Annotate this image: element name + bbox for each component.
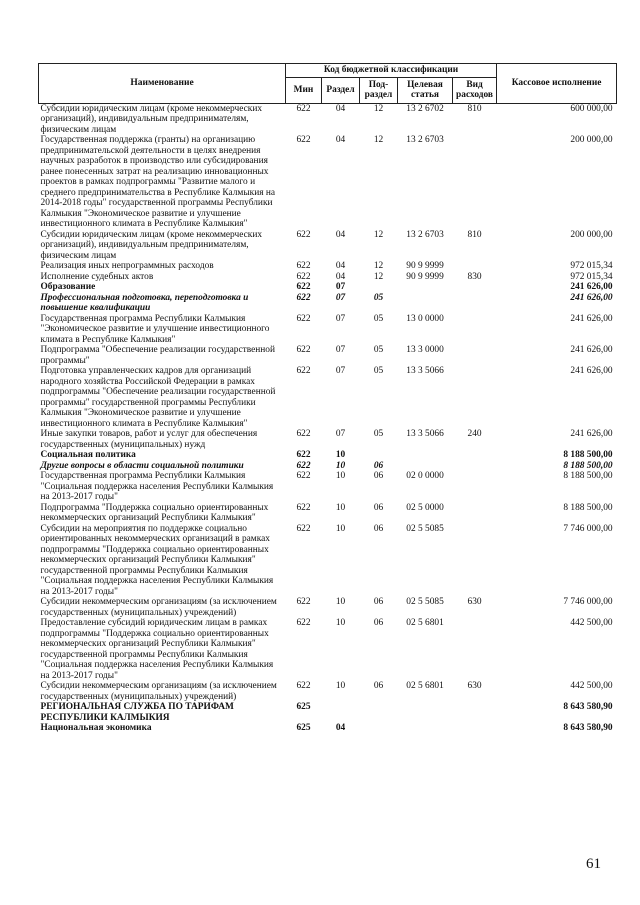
row-podrazdel: 12	[373, 229, 384, 240]
row-min: 622	[296, 618, 311, 628]
row-podrazdel: 05	[373, 429, 384, 439]
row-vid: 810	[467, 103, 482, 114]
row-vid: 810	[467, 229, 482, 240]
row-target: 02 5 5085	[406, 597, 444, 607]
row-podrazdel: 12	[373, 261, 384, 271]
row-min: 622	[296, 313, 311, 324]
table-row	[39, 702, 617, 723]
row-razdel: 07	[335, 345, 346, 355]
row-amount: 241 626,00	[570, 292, 613, 303]
row-amount: 200 000,00	[570, 135, 613, 145]
table-row	[39, 230, 617, 262]
row-min: 622	[296, 471, 311, 481]
table-header	[39, 64, 617, 104]
row-min: 622	[296, 681, 311, 691]
row-target: 02 5 6801	[406, 681, 444, 691]
row-amount: 7 746 000,00	[563, 597, 613, 607]
row-razdel: 10	[335, 597, 346, 607]
table-row	[39, 103, 617, 135]
row-razdel	[322, 702, 360, 723]
row-vid	[453, 524, 497, 598]
table-row	[39, 723, 617, 734]
row-target	[398, 282, 453, 293]
row-min: 622	[296, 345, 311, 355]
row-podrazdel: 12	[373, 271, 384, 282]
row-target: 13 3 5066	[406, 366, 444, 376]
row-vid	[453, 345, 497, 366]
row-min: 625	[296, 702, 311, 712]
row-vid	[453, 135, 497, 230]
row-razdel: 10	[335, 502, 346, 513]
row-amount: 241 626,00	[570, 313, 613, 324]
header-vid: Вид расходов	[453, 77, 497, 103]
row-podrazdel: 05	[373, 345, 384, 355]
row-min: 622	[296, 135, 311, 145]
row-razdel: 07	[335, 429, 346, 439]
row-name: Другие вопросы в области социальной политики	[40, 460, 244, 471]
row-vid	[453, 702, 497, 723]
row-target	[398, 723, 453, 734]
row-amount: 241 626,00	[570, 366, 613, 376]
row-podrazdel	[360, 723, 398, 734]
table-row	[39, 135, 617, 230]
row-razdel: 04	[335, 271, 346, 282]
row-target: 02 5 0000	[406, 502, 444, 513]
row-amount: 7 746 000,00	[563, 523, 613, 534]
row-podrazdel: 06	[373, 597, 384, 607]
row-podrazdel: 06	[373, 502, 384, 513]
row-name: Субсидии некоммерческим организациям (за исключением государственных (муниципальных) учреждений)	[40, 681, 277, 702]
header-code-group: Код бюджетной классификации	[286, 64, 497, 78]
row-min: 622	[296, 429, 311, 439]
row-name: Субсидии некоммерческим организациям (за исключением государственных (муниципальных) учреждений)	[40, 597, 277, 618]
row-vid	[453, 503, 497, 524]
row-amount: 241 626,00	[570, 282, 613, 292]
table-row	[39, 366, 617, 429]
row-podrazdel: 06	[373, 681, 384, 691]
row-vid	[453, 723, 497, 734]
row-razdel: 04	[335, 103, 346, 114]
row-amount: 241 626,00	[570, 345, 613, 355]
row-name: Образование	[40, 282, 96, 292]
row-name: Исполнение судебных актов	[40, 271, 154, 282]
row-vid	[453, 314, 497, 346]
row-amount: 200 000,00	[570, 229, 613, 240]
row-amount: 241 626,00	[570, 429, 613, 439]
row-razdel: 07	[335, 366, 346, 376]
row-razdel: 04	[335, 135, 346, 145]
row-podrazdel: 06	[373, 618, 384, 628]
row-target: 13 0 0000	[406, 313, 444, 324]
row-min: 622	[296, 292, 311, 303]
row-name: Социальная политика	[40, 450, 136, 460]
row-podrazdel: 12	[373, 103, 384, 114]
row-min: 622	[296, 103, 311, 114]
row-name: Государственная поддержка (гранты) на организацию предпринимательской деятельности в целях внедрения научных разработок в производство или субсидирования ранее понесенных затрат на реализацию инновационных проектов в рамках подпрограммы "Развитие малого и среднего предпринимательства в Республике Калмыкия на 2014-2018 годы" государственной программы Республики Калмыкия "Экономическое развитие и улучшение инвестиционного климата в Республике Калмыкия"	[40, 135, 276, 229]
row-amount: 442 500,00	[570, 681, 613, 691]
table-row	[39, 461, 617, 472]
row-vid: 630	[467, 597, 482, 607]
row-name: Иные закупки товаров, работ и услуг для обеспечения государственных (муниципальных) нужд	[40, 429, 258, 450]
row-target: 13 2 6702	[406, 103, 444, 114]
header-target: Целевая статья	[398, 77, 453, 103]
row-target: 90 9 9999	[406, 271, 444, 282]
table-row	[39, 429, 617, 450]
row-vid	[453, 366, 497, 429]
row-razdel: 04	[335, 229, 346, 240]
header-razdel: Раздел	[322, 77, 360, 103]
row-razdel: 07	[335, 282, 346, 292]
row-amount: 8 643 580,90	[563, 702, 613, 712]
header-total: Кассовое исполнение	[497, 64, 617, 104]
row-vid	[453, 282, 497, 293]
row-razdel: 04	[335, 723, 346, 733]
table-body	[39, 103, 617, 734]
header-name: Наименование	[39, 64, 286, 104]
row-podrazdel	[360, 282, 398, 293]
row-vid	[453, 618, 497, 681]
row-name: Национальная экономика	[40, 723, 152, 733]
row-min: 622	[296, 450, 311, 460]
table-row	[39, 345, 617, 366]
row-amount: 8 643 580,90	[563, 723, 613, 733]
row-razdel: 10	[335, 618, 346, 628]
table-row	[39, 618, 617, 681]
row-name: Подпрограмма "Поддержка социально ориентированных некоммерческих организаций Республики Калмыкия"	[40, 502, 269, 523]
row-name: Субсидии юридическим лицам (кроме некоммерческих организаций), индивидуальным предпринимателям, физическим лицам	[40, 229, 263, 261]
row-amount: 8 188 500,00	[563, 471, 613, 481]
table-row	[39, 503, 617, 524]
row-razdel: 10	[335, 681, 346, 691]
row-podrazdel	[360, 702, 398, 723]
row-amount: 442 500,00	[570, 618, 613, 628]
row-min: 622	[296, 282, 311, 292]
row-min: 622	[296, 229, 311, 240]
row-min: 622	[296, 523, 311, 534]
row-amount: 8 188 500,00	[563, 450, 613, 460]
header-min: Мин	[286, 77, 322, 103]
row-target	[398, 461, 453, 472]
row-podrazdel: 05	[373, 292, 384, 303]
row-name: Государственная программа Республики Калмыкия "Экономическое развитие и улучшение инвестиционного климата в Республике Калмыкия"	[40, 313, 270, 345]
table-row	[39, 450, 617, 461]
row-min: 622	[296, 261, 311, 271]
row-min: 622	[296, 502, 311, 513]
row-name: РЕГИОНАЛЬНАЯ СЛУЖБА ПО ТАРИФАМ РЕСПУБЛИКИ КАЛМЫКИЯ	[40, 702, 234, 723]
row-min: 622	[296, 597, 311, 607]
row-vid	[453, 450, 497, 461]
row-razdel: 10	[335, 450, 346, 460]
row-target: 13 3 0000	[406, 345, 444, 355]
row-name: Реализация иных непрограммных расходов	[40, 261, 214, 271]
row-min: 625	[296, 723, 311, 733]
row-name: Субсидии на мероприятия по поддержке социально ориентированных некоммерческих организаций в рамках подпрограммы "Поддержка социально ориентированных некоммерческих организаций Республики Калмыкия" государственной программы Республики Калмыкия "Социальная поддержка населения Республики Калмыкия на 2013-2017 годы"	[40, 523, 274, 597]
row-name: Профессиональная подготовка, переподготовка и повышение квалификации	[40, 292, 249, 313]
table-row	[39, 681, 617, 702]
row-amount: 972 015,34	[570, 271, 613, 282]
row-name: Субсидии юридическим лицам (кроме некоммерческих организаций), индивидуальным предпринимателям, физическим лицам	[40, 103, 263, 135]
row-vid: 830	[467, 271, 482, 282]
row-razdel: 07	[335, 292, 346, 303]
row-name: Государственная программа Республики Калмыкия "Социальная поддержка населения Республики Калмыкия на 2013-2017 годы"	[40, 471, 274, 502]
table-row	[39, 597, 617, 618]
table-row	[39, 471, 617, 503]
row-vid: 240	[467, 429, 482, 439]
row-target: 13 2 6703	[406, 135, 444, 145]
row-amount: 8 188 500,00	[563, 502, 613, 513]
table-row	[39, 282, 617, 293]
row-target: 13 2 6703	[406, 229, 444, 240]
row-vid	[453, 471, 497, 503]
row-vid	[453, 261, 497, 272]
row-razdel: 10	[335, 471, 346, 481]
row-name: Подпрограмма "Обеспечение реализации государственной программы"	[40, 345, 275, 366]
header-podrazdel: Под-раздел	[360, 77, 398, 103]
budget-table	[38, 63, 617, 734]
row-name: Предоставление субсидий юридическим лицам в рамках подпрограммы "Поддержка социально ориентированных некоммерческих организаций Республики Калмыкия" государственной программы Республики Калмыкия "Социальная поддержка населения Республики Калмыкия на 2013-2017 годы"	[40, 618, 274, 681]
row-vid	[453, 293, 497, 314]
row-podrazdel: 05	[373, 313, 384, 324]
row-podrazdel: 06	[373, 460, 384, 471]
row-target: 90 9 9999	[406, 261, 444, 271]
row-amount: 600 000,00	[570, 103, 613, 114]
table-row	[39, 524, 617, 598]
row-razdel: 04	[335, 261, 346, 271]
row-podrazdel: 05	[373, 366, 384, 376]
row-name: Подготовка управленческих кадров для организаций народного хозяйства Российской Федерации в рамках подпрограммы "Обеспечение реализации государственной программы" государственной программы Республики Калмыкия "Экономическое развитие и улучшение инвестиционного климата в Республике Калмыкия"	[40, 366, 276, 429]
row-amount: 8 188 500,00	[563, 460, 613, 471]
row-razdel: 07	[335, 313, 346, 324]
row-podrazdel: 12	[373, 135, 384, 145]
row-target: 02 0 0000	[406, 471, 444, 481]
table-row	[39, 272, 617, 283]
row-target	[398, 702, 453, 723]
row-target: 13 3 5066	[406, 429, 444, 439]
row-target: 02 5 6801	[406, 618, 444, 628]
row-razdel: 10	[335, 460, 346, 471]
row-razdel: 10	[335, 523, 346, 534]
row-min: 622	[296, 271, 311, 282]
row-min: 622	[296, 460, 311, 471]
page-number: 61	[586, 856, 601, 872]
table-row	[39, 293, 617, 314]
row-target	[398, 293, 453, 314]
row-target	[398, 450, 453, 461]
table-row	[39, 314, 617, 346]
row-podrazdel	[360, 450, 398, 461]
row-vid: 630	[467, 681, 482, 691]
row-podrazdel: 06	[373, 471, 384, 481]
row-target: 02 5 5085	[406, 523, 444, 534]
row-min: 622	[296, 366, 311, 376]
row-vid	[453, 461, 497, 472]
table-row	[39, 261, 617, 272]
row-podrazdel: 06	[373, 523, 384, 534]
row-amount: 972 015,34	[570, 261, 613, 271]
